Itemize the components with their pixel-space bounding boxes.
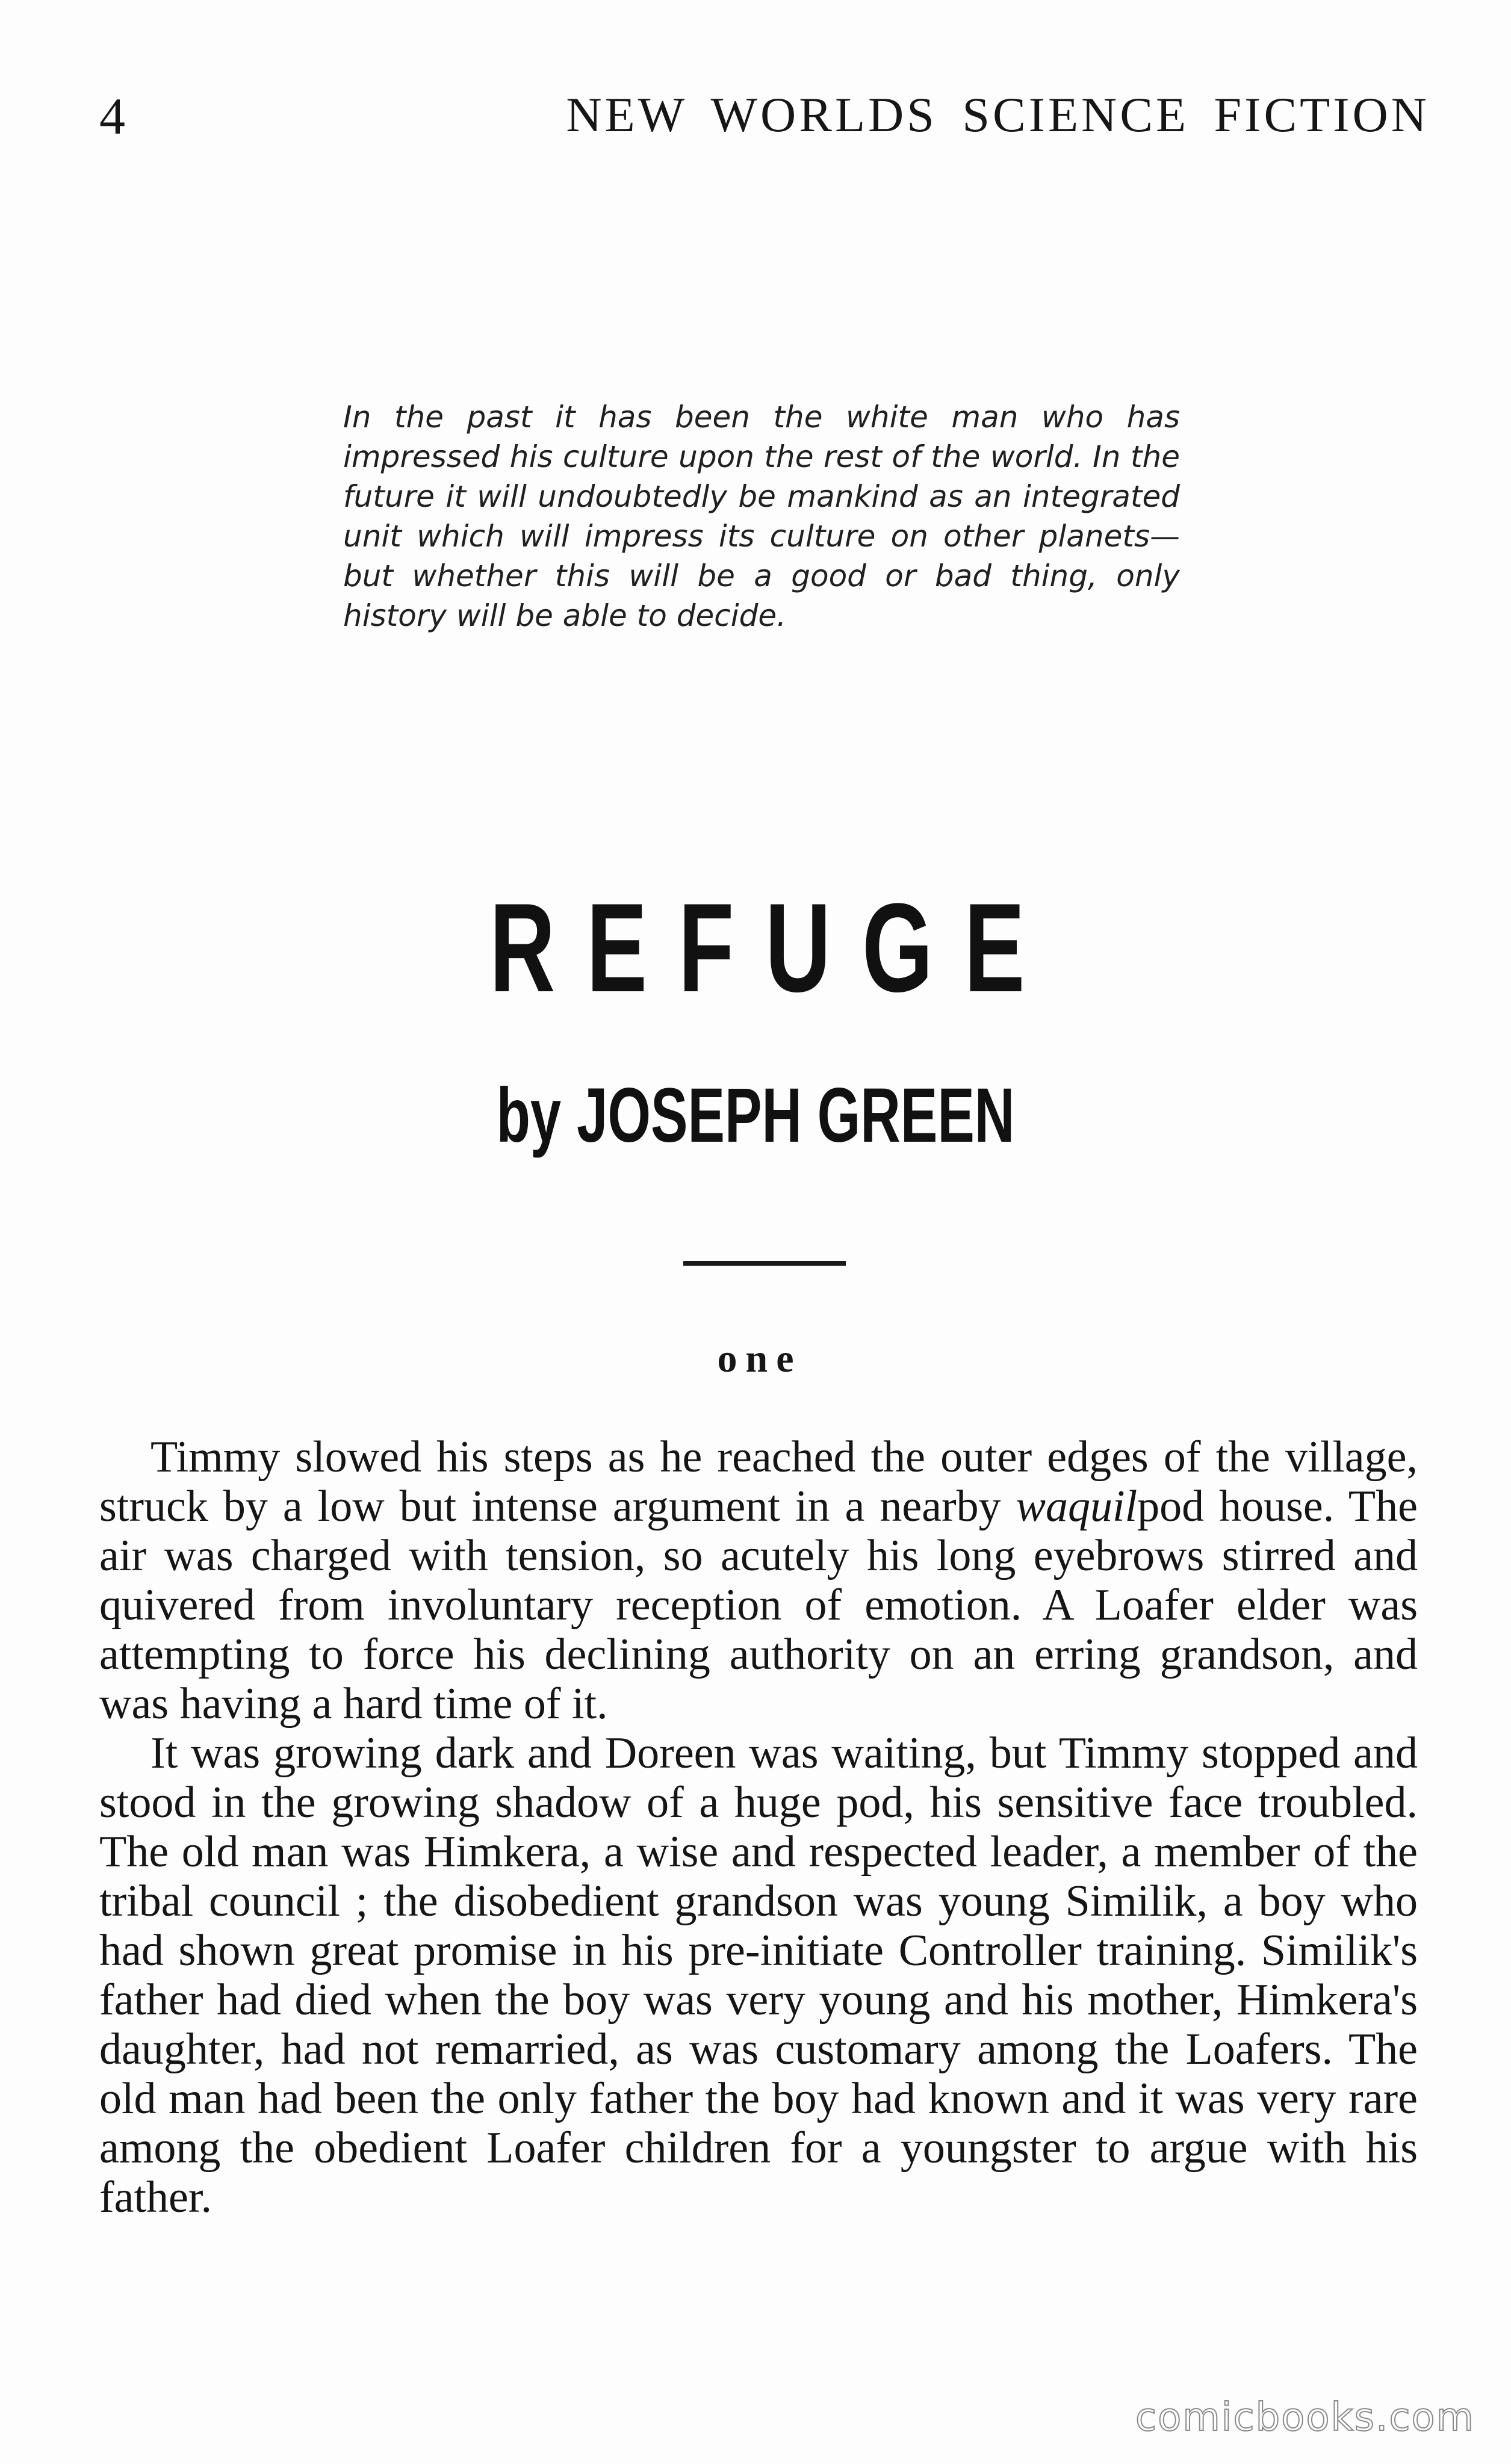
story-title: REFUGE [489,877,1056,1018]
paragraph-2: It was growing dark and Doreen was waiting, but Timmy stopped and stood in the growing shadow of a huge pod, his sensitive face troubled. The old man was Himkera, a wise and respected leader, a member of the tribal council ; the disobedient grandson was young Similik, a boy who had shown great promise in his pre-initiate Controller training. Similik's father had died when the boy was very young and his mother, Himkera's daughter, had not remarried, as was customary among the Loafers. The old man had been the only father the boy had known and it was very rare among the obedient Loafer children for a youngster to argue with his father. [99,1729,1418,2222]
paragraph-1-start: Timmy slowed his steps as he reached the outer edges of the village, struck by a low but intense argument in a nearby [99,1432,1418,1531]
chapter-heading: one [717,1337,802,1381]
divider-rule [683,1261,846,1266]
byline-prefix: by [496,1073,562,1159]
author-name: JOSEPH GREEN [577,1073,1015,1159]
italic-word: waquil [1016,1482,1138,1531]
byline [211,1073,1299,1159]
story-blurb: In the past it has been the white man who has impressed his culture upon the rest of the world. In the future it will undoubtedly be mankind as an integrated unit which will impress its culture on other planets—but whether this will be a good or bad thing, only history will be able to decide. [343,400,1180,633]
magazine-title: NEW WORLDS SCIENCE FICTION [566,87,1430,142]
page-number: 4 [99,87,125,145]
paragraph-1 [99,1432,1418,1729]
paragraph-1-end: pod house. The air was charged with tension, so acutely his long eyebrows stirred and quivered from involuntary reception of emotion. A Loafer elder was attempting to force his declining authority on an erring grandson, and was having a hard time of it. [99,1482,1418,1729]
watermark-text: comicbooks.com [1135,2395,1475,2440]
story-body [99,1432,1418,2222]
running-header [99,87,1430,156]
